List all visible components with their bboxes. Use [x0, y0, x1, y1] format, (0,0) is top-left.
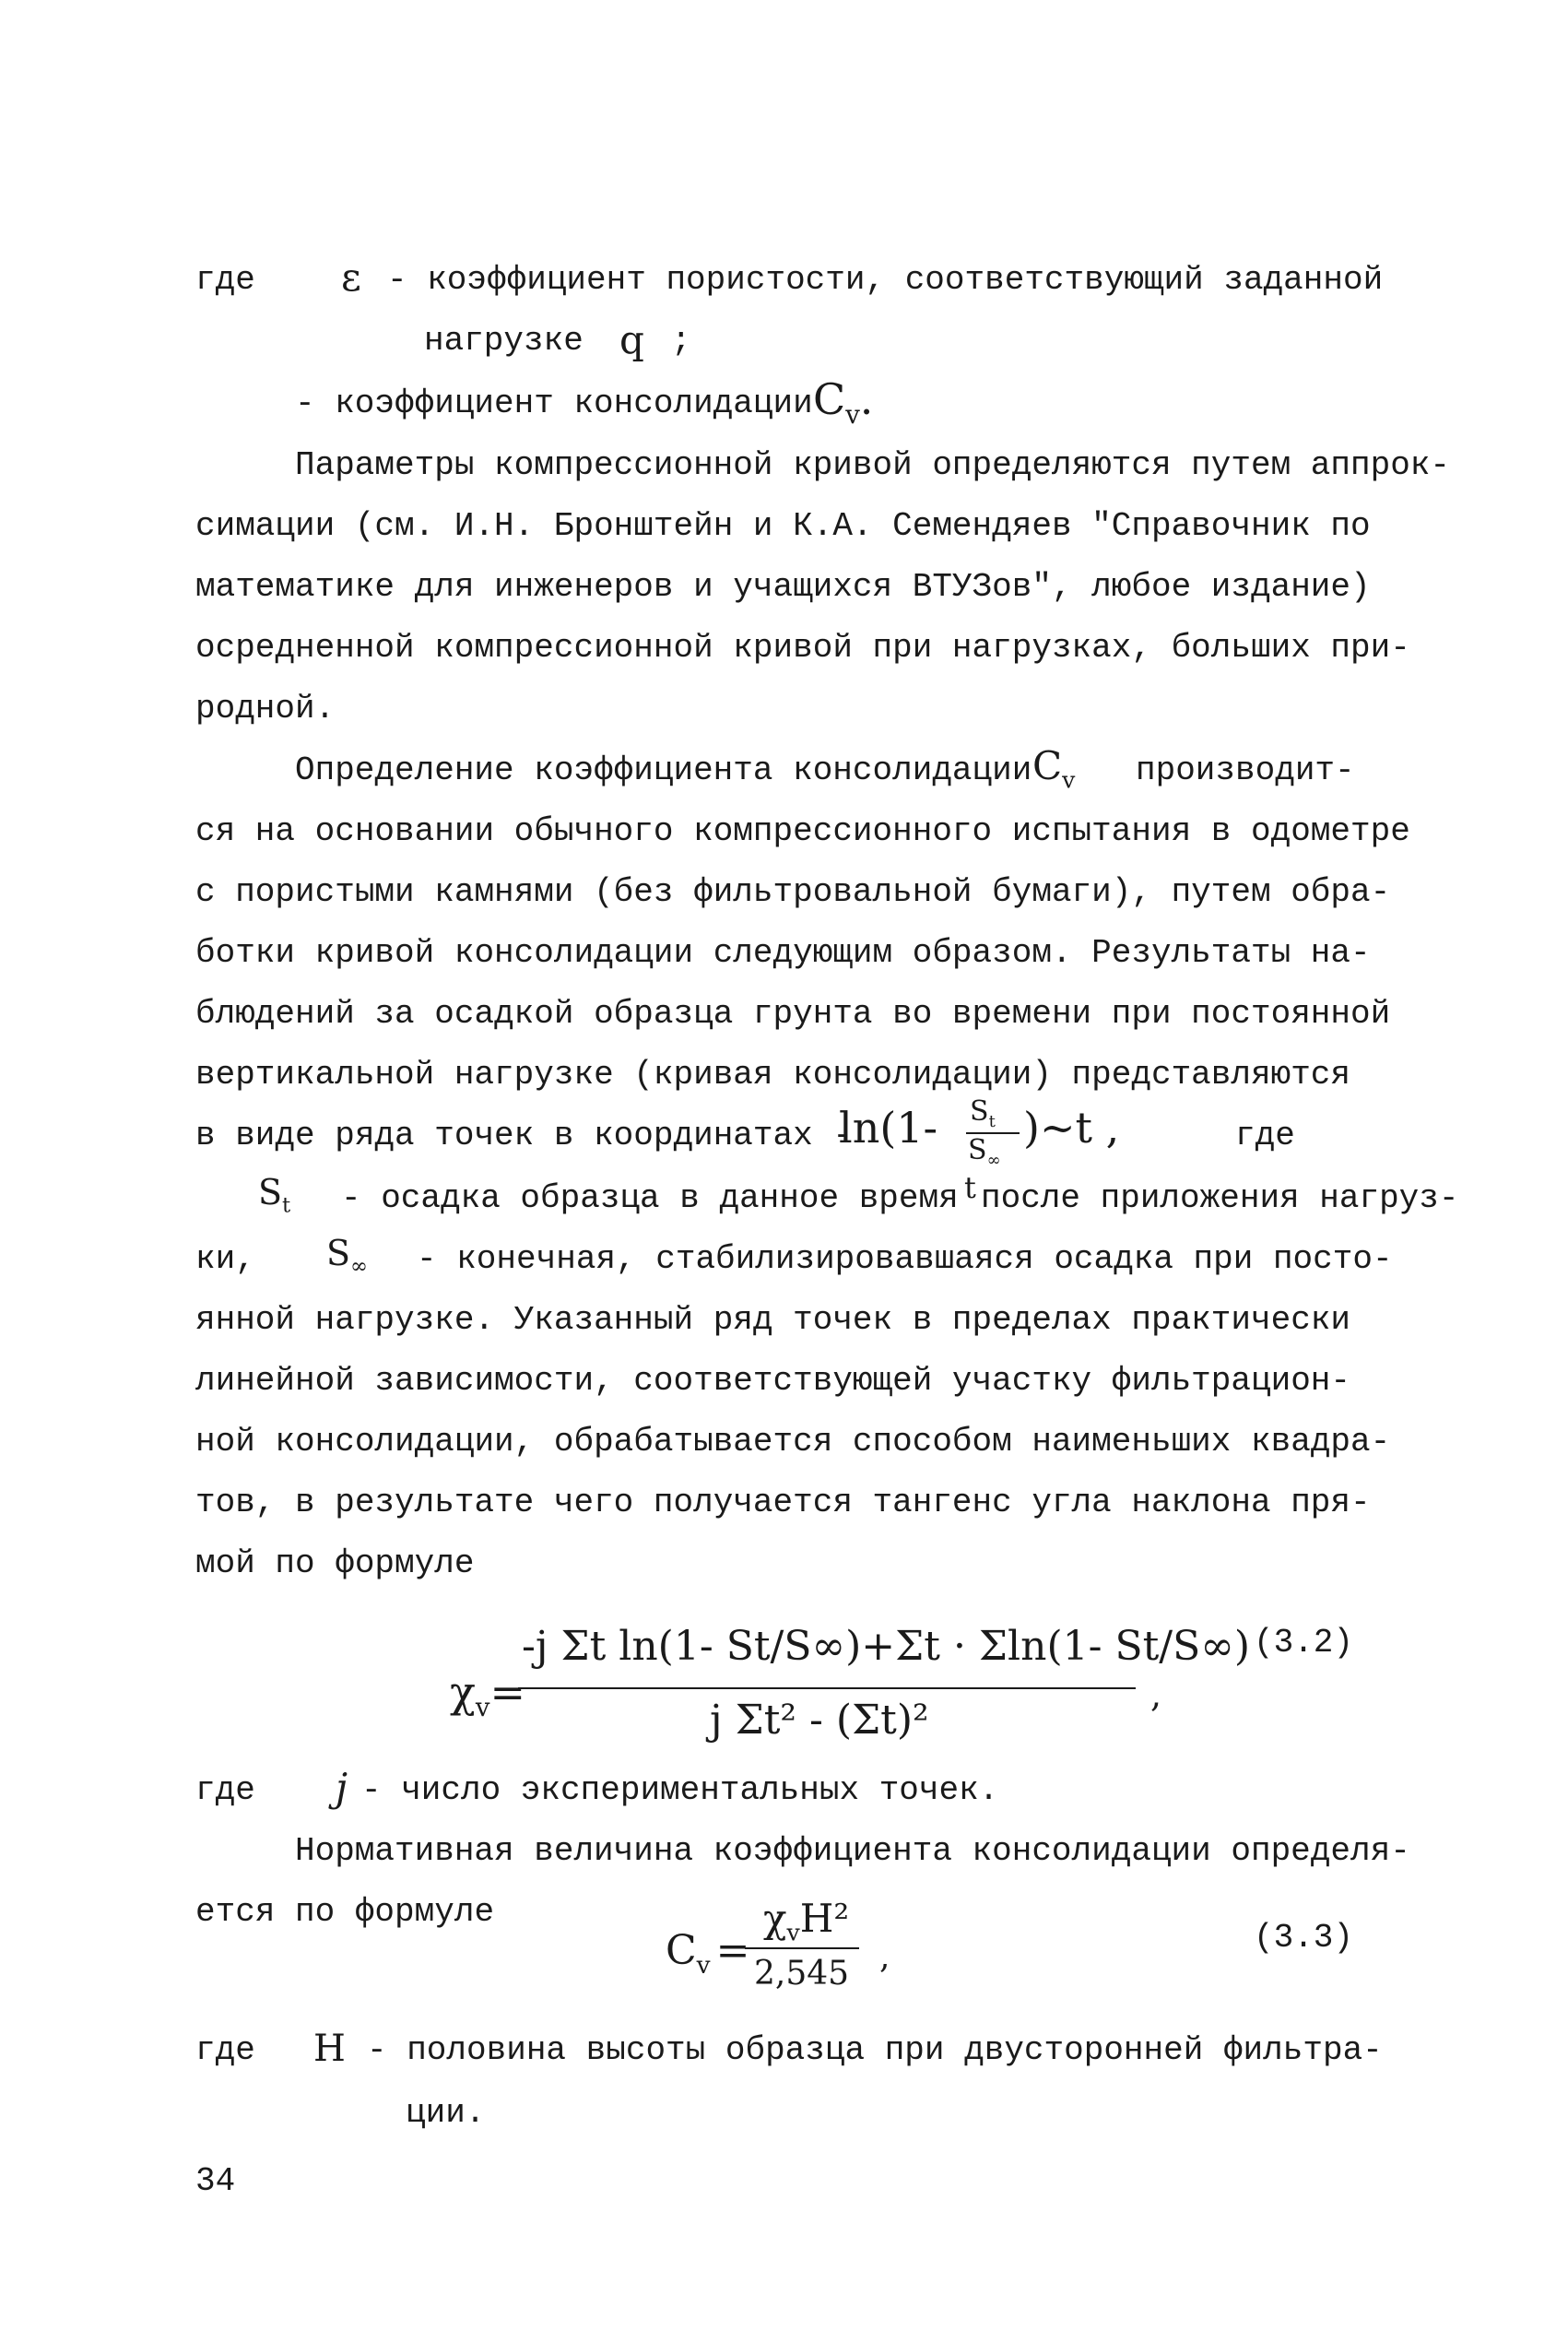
- paragraph-line: родной.: [195, 690, 336, 727]
- equation-number: (3.3): [1254, 1919, 1354, 1957]
- paragraph-line: блюдений за осадкой образца грунта во времени при постоянной: [195, 995, 1391, 1033]
- formula-numerator: -j Σt ln(1- St/S∞)+Σt · Σln(1- St/S∞): [522, 1623, 1251, 1670]
- definition-line: нагрузке: [424, 322, 584, 360]
- paragraph-line: - осадка образца в данное время: [341, 1179, 959, 1217]
- paragraph-line: Определение коэффициента консолидации: [295, 751, 1032, 789]
- formula-comma: ,: [1150, 1674, 1162, 1715]
- paragraph-line: - конечная, стабилизировавшаяся осадка при посто-: [417, 1240, 1393, 1278]
- paragraph-line: мой по формуле: [195, 1544, 475, 1582]
- q-symbol: q: [619, 317, 644, 362]
- inline-formula-suffix: )~t ,: [1023, 1103, 1120, 1153]
- paragraph-line: янной нагрузке. Указанный ряд точек в пределах практически: [195, 1301, 1351, 1339]
- inline-frac-numerator: $S_t$: [970, 1095, 996, 1131]
- formula-denominator: 2,545: [754, 1955, 850, 1993]
- paragraph-line: после приложения нагруз-: [981, 1179, 1459, 1217]
- formula-comma: ,: [879, 1938, 890, 1976]
- t-symbol: t: [964, 1170, 976, 1205]
- definition-line: - число экспериментальных точек.: [361, 1771, 999, 1809]
- cv-symbol: $C_v$: [1032, 743, 1076, 794]
- definition-line: - коэффициент пористости, соответствующий заданной: [387, 261, 1384, 299]
- paragraph-line: симации (см. И.Н. Бронштейн и К.А. Семендяев "Справочник по: [195, 507, 1371, 545]
- paragraph-line: математике для инженеров и учащихся ВТУЗов", любое издание): [195, 568, 1371, 606]
- formula-numerator: $\chi_vH^2$: [763, 1896, 850, 1946]
- inline-formula-prefix: ln(1-: [839, 1103, 938, 1153]
- where-label: где: [195, 261, 255, 299]
- inline-frac-denominator: $S_\infty$: [968, 1134, 1001, 1170]
- j-symbol: j: [336, 1765, 348, 1810]
- paragraph-line: ной консолидации, обрабатывается способом наименьших квадра-: [195, 1423, 1391, 1461]
- formula-fraction-bar: [518, 1687, 1136, 1689]
- definition-punct: ;: [671, 322, 691, 360]
- where-label: где: [195, 1771, 255, 1809]
- formula-fraction-bar: [745, 1947, 859, 1949]
- equation-number: (3.2): [1254, 1624, 1354, 1662]
- page-number: 34: [195, 2162, 236, 2200]
- paragraph-line: где: [1235, 1117, 1295, 1154]
- paragraph-line: Нормативная величина коэффициента консолидации определя-: [295, 1832, 1410, 1870]
- h-symbol: H: [313, 2028, 346, 2070]
- definition-line: - коэффициент консолидации: [295, 384, 813, 422]
- cv-symbol: $C_v$.: [813, 374, 874, 431]
- paragraph-line: тов, в результате чего получается тангенс угла наклона пря-: [195, 1484, 1371, 1521]
- paragraph-line: осредненной компрессионной кривой при нагрузках, больших при-: [195, 629, 1410, 667]
- formula-lhs: $\chi_v=$: [450, 1667, 526, 1723]
- paragraph-line: вертикальной нагрузке (кривая консолидации) представляются: [195, 1056, 1351, 1094]
- paragraph-line: производит-: [1136, 751, 1355, 789]
- formula-denominator: j Σt² - (Σt)²: [710, 1697, 929, 1744]
- epsilon-symbol: ε: [341, 254, 361, 300]
- paragraph-line: ется по формуле: [195, 1893, 495, 1931]
- where-label: где: [195, 2031, 255, 2069]
- paragraph-line: ки,: [195, 1240, 255, 1278]
- paragraph-line: Параметры компрессионной кривой определяются путем аппрок-: [295, 446, 1451, 484]
- st-symbol: $S_t$: [258, 1172, 291, 1218]
- paragraph-line: линейной зависимости, соответствующей участку фильтрацион-: [195, 1362, 1351, 1400]
- paragraph-line: ботки кривой консолидации следующим образом. Результаты на-: [195, 934, 1371, 972]
- paragraph-line: с пористыми камнями (без фильтровальной бумаги), путем обра-: [195, 873, 1391, 911]
- definition-line: - половина высоты образца при двусторонней фильтра-: [367, 2031, 1383, 2069]
- formula-lhs: $C_v$ =: [666, 1927, 750, 1980]
- paragraph-line: в виде ряда точек в координатах -: [195, 1117, 853, 1154]
- paragraph-line: ся на основании обычного компрессионного испытания в одометре: [195, 812, 1410, 850]
- definition-line: ции.: [406, 2094, 486, 2132]
- s-inf-symbol: $S_\infty$: [326, 1233, 369, 1279]
